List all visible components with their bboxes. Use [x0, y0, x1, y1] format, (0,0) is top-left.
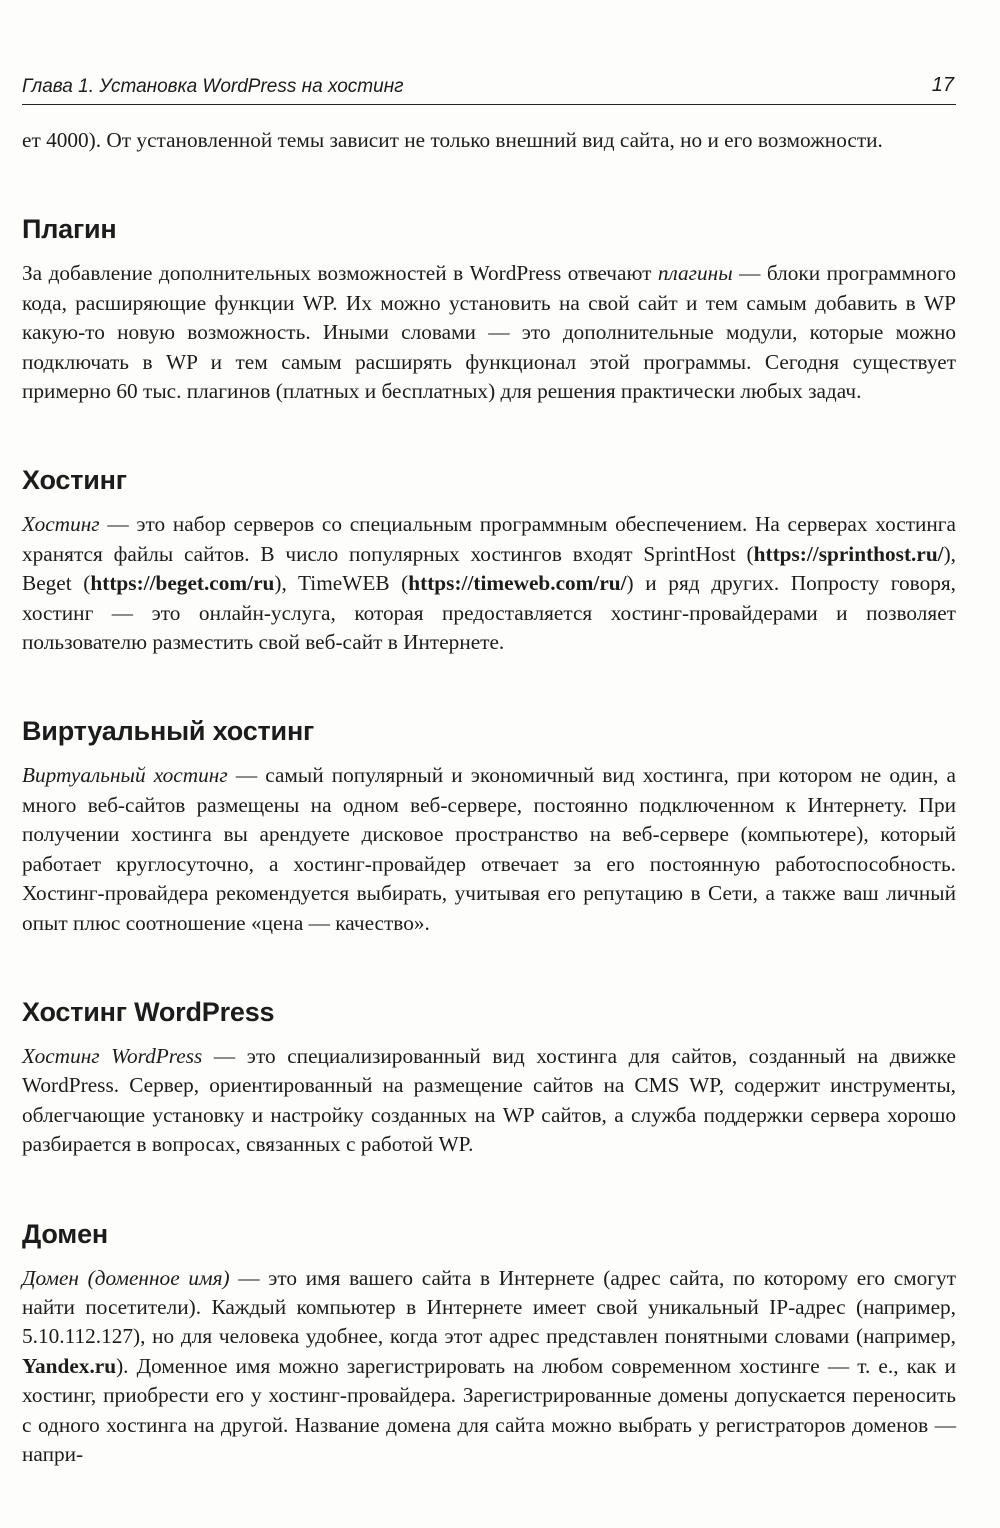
running-header: [22, 70, 956, 105]
link-beget: https://beget.com/ru: [90, 571, 275, 596]
term-virtual-hosting: Виртуальный хостинг: [22, 763, 228, 788]
domain-paragraph: Домен (доменное имя) — это имя вашего сайта в Интернете (адрес сайта, по которому его смогут найти посетители). Каждый компьютер в Интернете имеет свой уникальный IP-адрес (например, 5.10.112.127), но для человека удобнее, когда этот адрес представлен понятными словами (например, Yandex.ru). Доменное имя можно зарегистрировать на любом современном хостинге — т. е., как и хостинг, приобрести его у хостинг-провайдера. Зарегистрированные домены допускается переносить с одного хостинга на другой. Название домена для сайта можно выбрать у регистраторов доменов — напри-: [22, 1265, 956, 1466]
section-heading-hosting: Хостинг: [22, 465, 127, 496]
plugin-paragraph: За добавление дополнительных возможностей в WordPress отвечают плагины — блоки программного кода, расширяющие функции WP. Их можно установить на свой сайт и тем самым добавить в WP какую-то новую возможность. Иными словами — это дополнительные модули, которые можно подключать в WP и тем самым расширять функционал этой программы. Сегодня существует примерно 60 тыс. плагинов (платных и бесплатных) для решения практически любых задач.: [22, 261, 956, 404]
link-timeweb: https://timeweb.com/ru/: [408, 571, 627, 596]
term-plugins: плагины: [657, 261, 733, 286]
example-domain: Yandex.ru: [22, 1353, 117, 1378]
term-wp-hosting: Хостинг WordPress: [22, 1043, 203, 1068]
term-domain: Домен (доменное имя): [22, 1265, 230, 1290]
page-number: 17: [931, 74, 954, 96]
section-heading-plugin: Плагин: [22, 214, 117, 245]
term-hosting: Хостинг: [22, 512, 100, 537]
page-content: [22, 126, 956, 1469]
section-heading-wp-hosting: Хостинг WordPress: [22, 996, 275, 1027]
section-heading-domain: Домен: [22, 1218, 108, 1249]
intro-paragraph: ет 4000). От установленной темы зависит не только внешний вид сайта, но и его возможности.: [22, 128, 883, 152]
virtual-hosting-paragraph: Виртуальный хостинг — самый популярный и экономичный вид хостинга, при котором не один, а много веб-сайтов размещены на одном веб-сервере, постоянно подключенном к Интернету. При получении хостинга вы арендуете дисковое пространство на веб-сервере (компьютере), который работает круглосуточно, а хостинг-провайдер отвечает за его постоянную работоспособность. Хостинг-провайдера рекомендуется выбирать, учитывая его репутацию в Сети, а также ваш личный опыт плюс соотношение «цена — качество».: [22, 763, 956, 935]
section-heading-virtual-hosting: Виртуальный хостинг: [22, 716, 315, 747]
chapter-title: Глава 1. Установка WordPress на хостинг: [22, 76, 404, 97]
wp-hosting-paragraph: Хостинг WordPress — это специализированный вид хостинга для сайтов, созданный на движке WordPress. Сервер, ориентированный на размещение сайтов на CMS WP, содержит инструменты, облегчающие установку и настройку созданных на WP сайтов, а служба поддержки сервера хорошо разбирается в вопросах, связанных с работой WP.: [22, 1043, 956, 1157]
hosting-paragraph: Хостинг — это набор серверов со специальным программным обеспечением. На серверах хостинга хранятся файлы сайтов. В число популярных хостингов входят SprintHost (https://sprinthost.ru/), Beget (https://beget.com/ru), TimeWEB (https://timeweb.com/ru/) и ряд других. Попросту говоря, хостинг — это онлайн-услуга, которая предоставляется хостинг-провайдерами и позволяет пользователю разместить свой веб-сайт в Интернете.: [22, 512, 956, 655]
link-sprinthost: https://sprinthost.ru/: [753, 541, 944, 566]
